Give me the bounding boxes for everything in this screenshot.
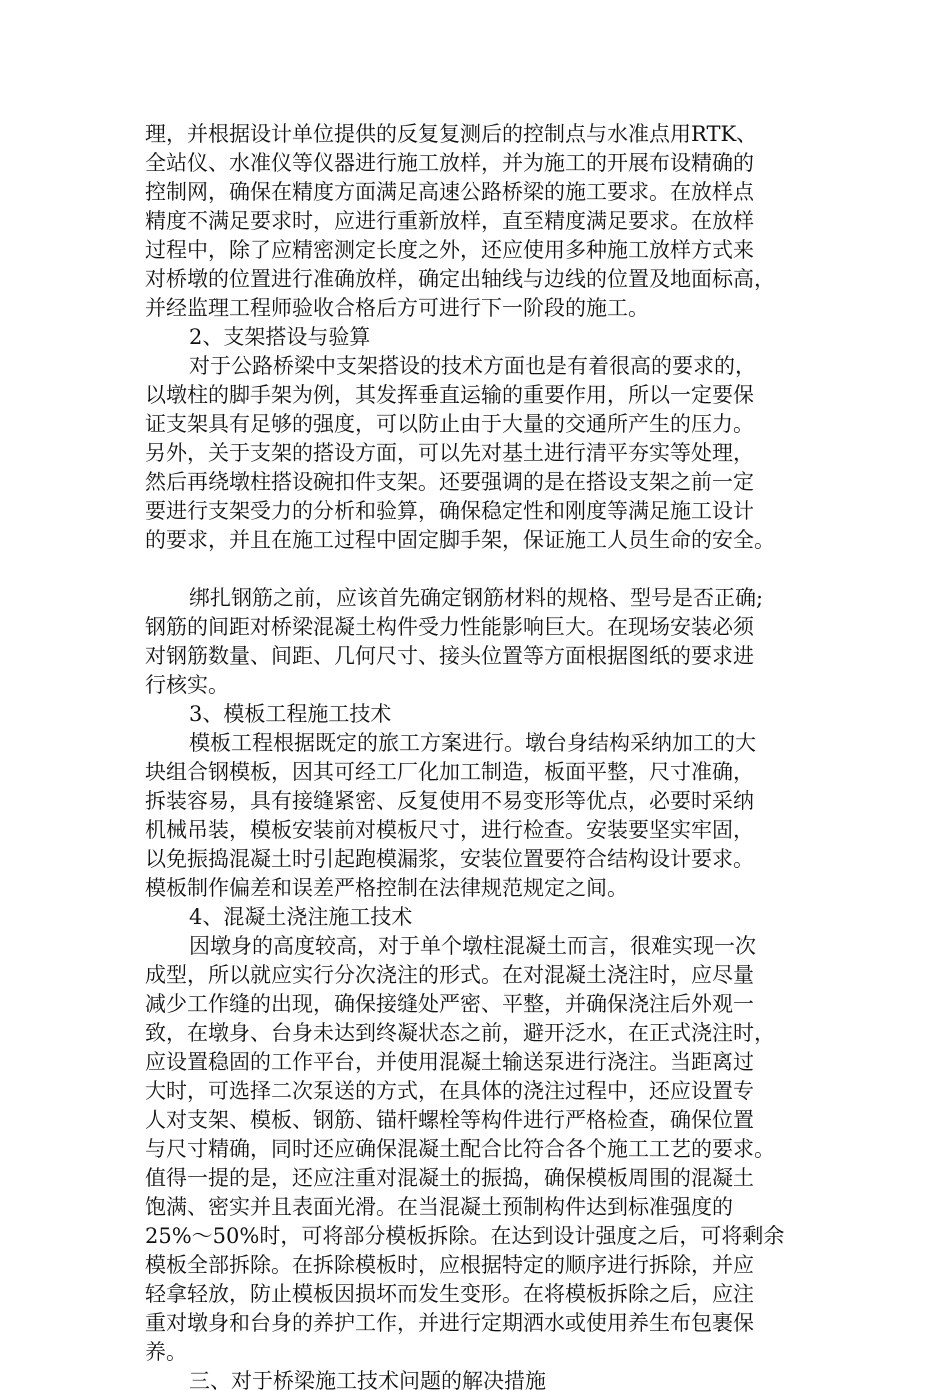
text-line: 以墩柱的脚手架为例，其发挥垂直运输的重要作用，所以一定要保: [145, 383, 754, 407]
text-line: 理，并根据设计单位提供的反复复测后的控制点与水准点用RTK、: [145, 122, 758, 146]
document-body: [145, 120, 810, 1396]
text-line: 以免振捣混凝土时引起跑模漏浆，安装位置要符合结构设计要求。: [145, 847, 754, 871]
text-line: 成型，所以就应实行分次浇注的形式。在对混凝土浇注时，应尽量: [145, 963, 754, 987]
text-line: 与尺寸精确，同时还应确保混凝土配合比符合各个施工工艺的要求。: [145, 1137, 775, 1161]
text-line: 控制网，确保在精度方面满足高速公路桥梁的施工要求。在放样点: [145, 180, 754, 204]
text-line: 行核实。: [145, 673, 229, 697]
text-line: 绑扎钢筋之前，应该首先确定钢筋材料的规格、型号是否正确;: [189, 586, 764, 610]
text-line: 3、模板工程施工技术: [189, 702, 392, 726]
text-line: 人对支架、模板、钢筋、锚杆螺栓等构件进行严格检查，确保位置: [145, 1108, 754, 1132]
text-line: 对桥墩的位置进行准确放样，确定出轴线与边线的位置及地面标高，: [145, 267, 775, 291]
text-line: 养。: [145, 1340, 187, 1364]
text-line: 精度不满足要求时，应进行重新放样，直至精度满足要求。在放样: [145, 209, 754, 233]
text-line: 钢筋的间距对桥梁混凝土构件受力性能影响巨大。在现场安装必须: [145, 615, 754, 639]
text-line: 轻拿轻放，防止模板因损坏而发生变形。在将模板拆除之后，应注: [145, 1282, 754, 1306]
text-line: 对于公路桥梁中支架搭设的技术方面也是有着很高的要求的，: [189, 354, 756, 378]
text-line: 致，在墩身、台身未达到终凝状态之前，避开泛水，在正式浇注时，: [145, 1021, 775, 1045]
text-line: 对钢筋数量、间距、几何尺寸、接头位置等方面根据图纸的要求进: [145, 644, 754, 668]
text-line: 模板制作偏差和误差严格控制在法律规范规定之间。: [145, 876, 628, 900]
text-line: 大时，可选择二次泵送的方式，在具体的浇注过程中，还应设置专: [145, 1079, 754, 1103]
text-line: 过程中，除了应精密测定长度之外，还应使用多种施工放样方式来: [145, 238, 754, 262]
text-line: 另外，关于支架的搭设方面，可以先对基土进行清平夯实等处理，: [145, 441, 754, 465]
text-line: 4、混凝土浇注施工技术: [189, 905, 413, 929]
text-line: 拆装容易，具有接缝紧密、反复使用不易变形等优点，必要时采纳: [145, 789, 754, 813]
text-line: 全站仪、水准仪等仪器进行施工放样，并为施工的开展布设精确的: [145, 151, 754, 175]
text-line: 饱满、密实并且表面光滑。在当混凝土预制构件达到标准强度的: [145, 1195, 733, 1219]
text-line: 三、对于桥梁施工技术问题的解决措施: [189, 1369, 546, 1393]
text-line: 的要求，并且在施工过程中固定脚手架，保证施工人员生命的安全。: [145, 528, 775, 552]
text-line: 值得一提的是，还应注重对混凝土的振捣，确保模板周围的混凝土: [145, 1166, 754, 1190]
text-line: 因墩身的高度较高，对于单个墩柱混凝土而言，很难实现一次: [189, 934, 756, 958]
text-line: 2、支架搭设与验算: [189, 325, 371, 349]
text-line: 然后再绕墩柱搭设碗扣件支架。还要强调的是在搭设支架之前一定: [145, 470, 754, 494]
text-line: 重对墩身和台身的养护工作，并进行定期洒水或使用养生布包裹保: [145, 1311, 754, 1335]
text-line: 证支架具有足够的强度，可以防止由于大量的交通所产生的压力。: [145, 412, 754, 436]
text-line: 减少工作缝的出现，确保接缝处严密、平整，并确保浇注后外观一: [145, 992, 754, 1016]
text-line: 块组合钢模板，因其可经工厂化加工制造，板面平整，尺寸准确，: [145, 760, 754, 784]
text-line: 模板全部拆除。在拆除模板时，应根据特定的顺序进行拆除，并应: [145, 1253, 754, 1277]
text-line: 机械吊装，模板安装前对模板尺寸，进行检查。安装要坚实牢固，: [145, 818, 754, 842]
blank-line: [145, 555, 810, 584]
text-line: 模板工程根据既定的旅工方案进行。墩台身结构采纳加工的大: [189, 731, 756, 755]
text-line: 应设置稳固的工作平台，并使用混凝土输送泵进行浇注。当距离过: [145, 1050, 754, 1074]
text-line: 要进行支架受力的分析和验算，确保稳定性和刚度等满足施工设计: [145, 499, 754, 523]
text-line: 并经监理工程师验收合格后方可进行下一阶段的施工。: [145, 296, 649, 320]
text-line: 25%～50%时，可将部分模板拆除。在达到设计强度之后，可将剩余: [145, 1224, 785, 1248]
